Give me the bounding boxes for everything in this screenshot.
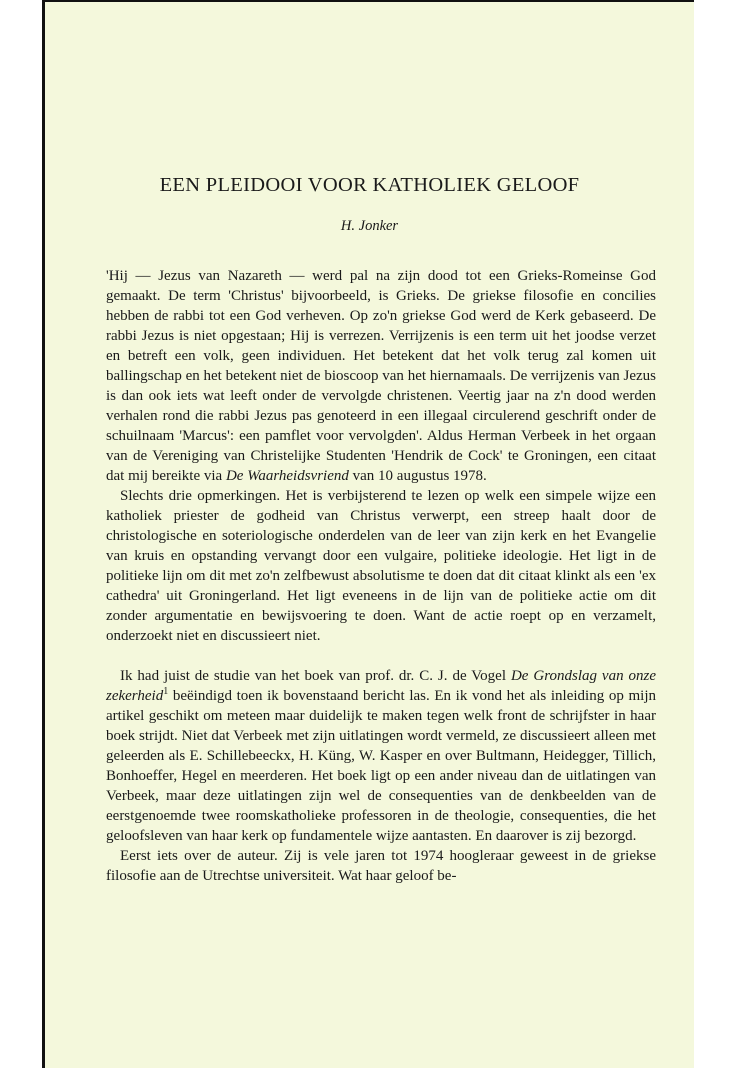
book-title: De Grondslag van onze zekerheid [106,668,657,704]
paragraph-quote-text: 'Hij — Jezus van Nazareth — werd pal na zijn dood tot een Grieks-Romeinse God gemaakt. De term 'Christus' bijvoorbeeld, is Grieks. De griekse filosofie en concilies hebben de rabbi tot een God verheven. Op zo'n griekse God werd de Kerk gebaseerd. De rabbi Jezus is niet opgestaan; Hij is verrezen. Verrijzenis is een term uit het joodse verzet en betreft een volk, geen individuen. Het betekent dat het volk terug zal komen uit ballingschap en het betekent niet de bioscoop van het hiernamaals. De verrijzenis van Jezus is dan ook iets wat leeft onder de vervolgde christenen. Veertig jaar na z'n dood werden verhalen rond die rabbi Jezus pas genoteerd in een illegaal circulerend geschrift onder de schuilnaam 'Marcus': een pamflet voor vervolgden'. Aldus Herman Verbeek in het orgaan van de Vereniging van Christelijke Studenten 'Hendrik de Cock' te Groningen, een citaat dat mij bereikte via [106,268,656,484]
paragraph-author: Eerst iets over de auteur. Zij is vele jaren tot 1974 hoogleraar geweest in de griekse filosofie aan de Utrechtse universiteit. Wat haar geloof be- [106,848,656,884]
paragraph-book-start: Ik had juist de studie van het boek van prof. dr. C. J. de Vogel [120,668,511,684]
periodical-title: De Waarheidsvriend [225,468,349,484]
paragraph-quote-end: van 10 augustus 1978. [348,468,487,484]
document-page [42,0,694,1068]
article-author: H. Jonker [340,218,399,234]
article-body [106,266,656,886]
footnote-marker: 1 [163,686,169,697]
paragraph-remarks: Slechts drie opmerkingen. Het is verbijsterend te lezen op welk een simpele wijze een katholiek priester de godheid van Christus verwerpt, een streep haalt door de christologische en soteriologische onderdelen van de leer van zijn kerk en het Evangelie van kruis en opstanding vervangt door een vulgaire, politieke ideologie. Het ligt in de politieke lijn om dit met zo'n zelfbewust absolutisme te doen dat dit citaat klinkt als een 'ex cathedra' uit Groningerland. Het ligt eveneens in de lijn van de politieke actie om dit zonder argumentatie en bewijsvoering te doen. Want de actie roept op en verzamelt, onderzoekt niet en discussieert niet. [106,488,656,644]
paragraph-book-end: beëindigd toen ik bovenstaand bericht las. En ik vond het als inleiding op mijn artikel geschikt om meteen maar duidelijk te maken tegen welk front de schrijfster in haar boek strijdt. Niet dat Verbeek met zijn uitlatingen wordt vermeld, ze discussieert alleen met geleerden als E. Schillebeeckx, H. Küng, W. Kasper en over Bultmann, Heidegger, Tillich, Bonhoeffer, Hegel en meerderen. Het boek ligt op een ander niveau dan de uitlatingen van Verbeek, maar deze uitlatingen zijn wel de consequenties van de denkbeelden van de eerstgenoemde twee roomskatholieke professoren in de theologie, consequenties, die het geloofsleven van haar kerk op fundamentele wijze aantasten. En daarover is zij bezorgd. [106,688,656,844]
paragraph-book [106,666,656,846]
paragraph-quote [106,266,656,486]
article-title: EEN PLEIDOOI VOOR KATHOLIEK GELOOF [159,174,580,196]
